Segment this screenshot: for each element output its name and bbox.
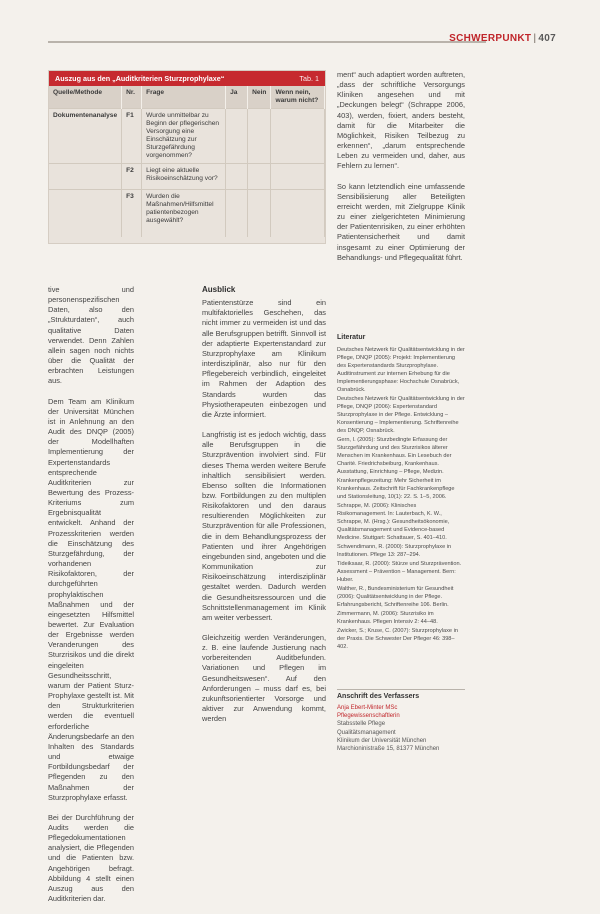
header-rule: [48, 41, 486, 43]
yes-cell: [226, 164, 248, 190]
address-line: Marchioninistraße 15, 81377 München: [337, 746, 440, 753]
number-cell: F2: [122, 164, 142, 190]
author-address: [337, 704, 465, 753]
address-line: Stabsstelle Pflege: [337, 721, 386, 728]
reference-item: Deutsches Netzwerk für Qualitätsentwicklung in der Pflege, DNQP (2006): Expertenstandard Sturzprophylaxe in der Pflege. Entwicklung – Konsentierung – Implementierung. Schriftenreihe des DNQP, Osnabrück.: [337, 396, 465, 434]
no-cell: [248, 164, 271, 190]
author-role: Pflegewissenschaftlerin: [337, 713, 400, 720]
reason-cell: [271, 164, 325, 190]
source-cell: [49, 164, 122, 190]
question-cell: Wurde unmittelbar zu Beginn der pflegerischen Versorgung eine Einschätzung zur Sturzgefährdung vorgenommen?: [142, 109, 226, 164]
address-line: Qualitätsmanagement: [337, 729, 396, 736]
references-heading: Literatur: [337, 334, 366, 341]
table-row: [49, 109, 325, 164]
reference-item: Tideiksaar, R. (2000): Stürze und Sturzprävention. Assessment – Prävention – Management. Bern: Huber.: [337, 561, 462, 583]
running-header: [446, 33, 556, 44]
paragraph: Dem Team am Klinikum der Universität München ist in Anlehnung an den Audit des DNQP (2005) der Modellhaften Implementierung der Expertenstandards entsprechende Auditkriterien zur Bewertung des Prozess-Kriteriums zum Ergebnisqualität entwickelt. Anhand der Prozesskriterien werden die Einschätzung des Sturzgefährdung, der vorhandenen Risikofaktoren, der durchgeführten prophylaktischen Maßnahmen und der eingesetzten Hilfsmittel bewertet. Zur Evaluation der Ergebnisse werden Veranderungen des Sturzrisikos und die direkt eingeleiten Gesundheitsschritt, warum der Patient Sturz-Prophylaxe gestellt ist. Mit den Strukturkriterien werden die eventuell erforderliche Änderungsbedarfe an den Inhalten des Standards und etwaige Fortbildungsbedarf der Pflegenden zu den Maßnahmen der Sturzprophylaxe erfasst.: [48, 396, 134, 802]
text-column-middle: [202, 285, 326, 734]
header-separator: |: [533, 33, 537, 44]
yes-cell: [226, 109, 248, 164]
reason-cell: [271, 109, 325, 164]
source-cell: Dokumentenanalyse: [49, 109, 122, 164]
column-header: Ja: [226, 86, 248, 109]
table-row: [49, 190, 325, 237]
text-column-left: [48, 285, 134, 914]
page-number: 407: [538, 33, 556, 44]
table-title-bar: [49, 71, 325, 86]
reference-item: Walther, R., Bundesministerium für Gesundheit (2006): Qualitätsentwicklung in der Pflege. Erfahrungsbericht, Schriftenreihe 106. Berlin.: [337, 586, 454, 608]
paragraph: Langfristig ist es jedoch wichtig, dass alle Berufsgruppen in die Sturzprävention involviert sind. Für dieses Thema werden weitere Berufe inhaltlich sensibilisiert werden. Ebenso sollten die Informationen bzw. Fortbildungen zu den multiplen Risikofaktoren und den daraus resultierenden Möglichkeiten zur Sturzprävention für alle Professionen, die in dem Behandlungsprozess der Patienten und ihrer Angehörigen eingebunden sind, angeboten und die Kommunikation zur Risikoeinschätzung interdisziplinär gestaltet werden. Dadurch werden die Gesundheitsressourcen und die Schnittstellenmanagement im Klinik am weiter verbessert.: [202, 430, 326, 622]
number-cell: F3: [122, 190, 142, 237]
question-cell: Wurden die Maßnahmen/Hilfsmittel patientenbezogen ausgewählt?: [142, 190, 226, 237]
reference-item: Schrappe, M. (2006): Klinisches Risikomanagement. In: Lauterbach, K. W., Schrappe, M. (Hrsg.): Gesundheitsökonomie, Qualitätsmanagement und Evidence-based Medicine. Stuttgart: Schattauer, S. 401–410.: [337, 503, 450, 541]
reference-item: Gern, I. (2005): Sturzbedingte Erfassung der Sturzgefährdung und des Sturzrisikos älterer Menschen im Krankenhaus. Ein Lesebuch der Charité. Friedrichsbeiburg, Krankenhaus. Ausstattung, Einrichtung – Pflege, Medizin.: [337, 437, 452, 475]
table-title: Auszug aus den „Auditkriterien Sturzprophylaxe“: [55, 74, 225, 83]
paragraph: ment“ auch adaptiert worden auftreten, „dass der schriftliche Versorgungs Kliniken angesehen und mit „Deckungen belegt“ (Schrappe 2006, 403), werden, fixiert, anders besteht, damit für die Mitarbeiter die Möglichkeit, Risiken Teilbezug zu erkennen“, „darum entsprechende Leben zu vermeiden und, daher, aus Fehlern zu lernen“.: [337, 70, 465, 171]
reference-item: Zwicker, S.; Kruse, C. (2007): Sturzprophylaxe in der Praxis. Die Schwester Der Pfleger 46: 398–402.: [337, 628, 458, 650]
author-address-heading: Anschrift des Verfassers: [337, 693, 420, 700]
text-column-right: [337, 70, 465, 273]
section-title: SCHWERPUNKT: [449, 33, 532, 44]
table-number: Tab. 1: [299, 74, 319, 83]
reference-item: Krankenpflegezeitung: Mehr Sicherheit im Krankenhaus. Zeitschrift für Fachkrankenpflege und Stationsleitung, 10(1): 22. S. 1–5, 2006.: [337, 478, 455, 500]
paragraph: Patientenstürze sind ein multifaktorielles Geschehen, das nicht immer zu vermeiden ist und das alle Berufsgruppen betrifft. Sinnvoll ist der adaptierte Expertenstandard zur Sturzprophylaxe am Klinikum interdisziplinär, also nur für den Pflegebereich verbindlich, eingeleitet im Rahmen der Adaption des Standards wurden das Physiotherapeuten einbezogen und die Ärzte informiert.: [202, 298, 326, 419]
column-header: Quelle/Methode: [49, 86, 122, 109]
column-header: Nr.: [122, 86, 142, 109]
author-name: Anja Ebert-Minter MSc: [337, 705, 398, 711]
column-header: Nein: [248, 86, 271, 109]
audit-criteria-table: [48, 70, 326, 244]
column-header: Wenn nein, warum nicht?: [271, 86, 325, 109]
paragraph: Gleichzeitig werden Veränderungen, z. B. eine laufende Justierung nach vorbereitenden Auditbefunden. Variationen und Pflegen im Gesundheitswesen“. Auf den Anforderungen – muss darf es, bei zukunftsorientierter Vorsorge und aktiver zur Anwendung kommt, werden: [202, 633, 326, 724]
table-header-row: [49, 86, 325, 109]
criteria-table: [49, 86, 325, 237]
paragraph: So kann letztendlich eine umfassende Sensibilisierung aller Beteiligten erreicht werden, mit Zielgruppe Klinik zu einer zielgerichteten Minimierung der Patientenrisiken, zu einer erhöhten Patientensicherheit und damit insgesamt zu einer Optimierung der Behandlungs- und Pflegequalität führt.: [337, 181, 465, 262]
references-list: [337, 346, 465, 652]
reason-cell: [271, 190, 325, 237]
yes-cell: [226, 190, 248, 237]
column-header: Frage: [142, 86, 226, 109]
address-line: Klinikum der Universität München: [337, 737, 427, 744]
address-divider: [337, 689, 465, 690]
reference-item: Schwendimann, R. (2000): Sturzprophylaxe in Institutionen. Pflege 13: 287–294.: [337, 544, 452, 558]
no-cell: [248, 109, 271, 164]
number-cell: F1: [122, 109, 142, 164]
table-row: [49, 164, 325, 190]
reference-item: Zimmermann, M. (2006): Sturzrisiko im Krankenhaus. Pflegen Intensiv 2: 44–48.: [337, 611, 438, 625]
section-heading: Ausblick: [202, 285, 236, 294]
question-cell: Liegt eine aktuelle Risikoeinschätzung vor?: [142, 164, 226, 190]
reference-item: Deutsches Netzwerk für Qualitätsentwicklung in der Pflege, DNQP (2005): Projekt: Implementierung des Expertenstandards Sturzprophylaxe. Auditinstrument zur internen Erhebung für die Implementierungsphase: Hochschule Osnabrück, Osnabrück.: [337, 347, 465, 393]
no-cell: [248, 190, 271, 237]
source-cell: [49, 190, 122, 237]
paragraph: Bei der Durchführung der Audits werden die Pflegedokumentationen analysiert, die Pflegenden und die Patienten bzw. Angehörigen befragt. Abbildung 4 stellt einen Auszug aus den Auditkriterien dar.: [48, 812, 134, 904]
paragraph: tive und personenspezifischen Daten, also den „Strukturdaten“, auch qualitative Daten verwendet. Denn Zahlen allein sagen noch nichts über die Qualität der erbrachten Leistungen aus.: [48, 285, 134, 386]
